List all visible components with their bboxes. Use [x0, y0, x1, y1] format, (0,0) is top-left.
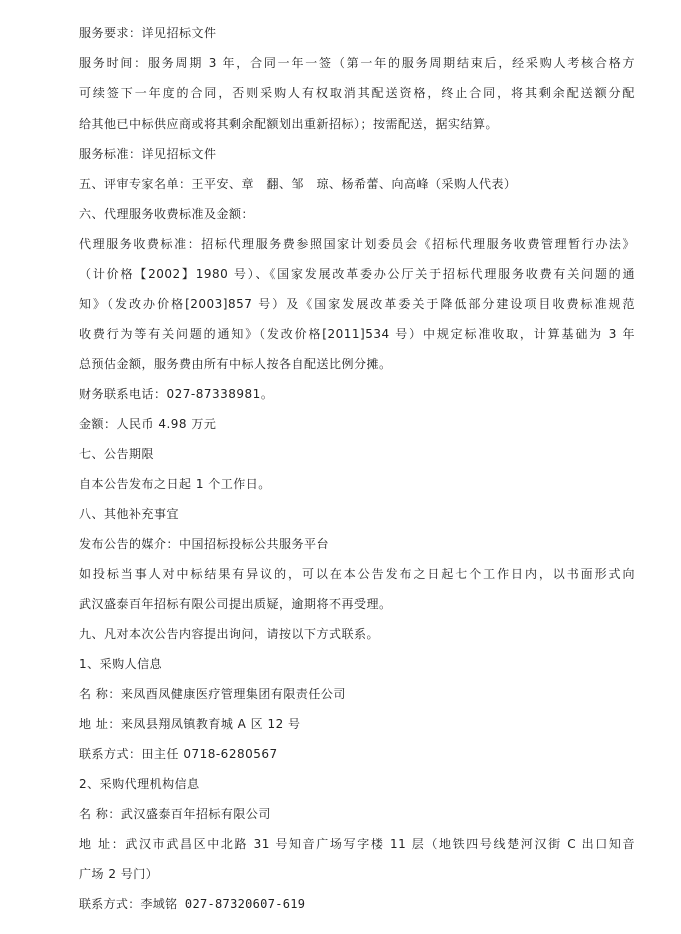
purchaser-address: 地 址：来凤县翔凤镇教育城 A 区 12 号 [79, 717, 301, 731]
agency-fee-heading: 六、代理服务收费标准及金额： [79, 207, 255, 221]
other-matters-heading: 八、其他补充事宜 [79, 507, 180, 521]
notice-period-text: 自本公告发布之日起 1 个工作日。 [79, 477, 271, 491]
publication-media: 发布公告的媒介：中国招标投标公共服务平台 [79, 537, 330, 551]
contact-heading: 九、凡对本次公告内容提出询问，请按以下方式联系。 [79, 627, 380, 641]
service-time-line-3: 给其他已中标供应商或将其剩余配额划出重新招标）；按需配送，据实结算。 [79, 117, 499, 131]
service-time-line-1: 服务时间：服务周期 3 年，合同一年一签（第一年的服务周期结束后，经采购人考核合格方 [79, 56, 635, 70]
agency-address-line-1: 地 址：武汉市武昌区中北路 31 号知音广场写字楼 11 层（地铁四号线楚河汉街 C 出口知音 [79, 837, 635, 851]
notice-period-heading: 七、公告期限 [79, 447, 155, 461]
agency-fee-para-line-3: 知》（发改办价格[2003]857 号）及《国家发展改革委关于降低部分建设项目收费标准规范 [79, 297, 635, 311]
service-requirements: 服务要求：详见招标文件 [79, 26, 217, 40]
objection-line-1: 如投标当事人对中标结果有异议的，可以在本公告发布之日起七个工作日内，以书面形式向 [79, 567, 635, 581]
service-standard: 服务标准：详见招标文件 [79, 147, 217, 161]
purchaser-contact: 联系方式：田主任 0718-6280567 [79, 747, 278, 761]
purchaser-info-title: 1、采购人信息 [79, 657, 163, 671]
agency-address-line-2: 广场 2 号门） [79, 867, 159, 881]
agency-fee-para-line-4: 收费行为等有关问题的通知》（发改价格[2011]534 号）中规定标准收取，计算基础为 3 年 [79, 327, 635, 341]
agency-contact: 联系方式：李域铭 027-87320607-619 [79, 897, 306, 911]
fee-amount: 金额：人民币 4.98 万元 [79, 417, 217, 431]
agency-fee-para-line-1: 代理服务收费标准：招标代理服务费参照国家计划委员会《招标代理服务收费管理暂行办法》 [79, 237, 635, 251]
agency-name: 名 称：武汉盛泰百年招标有限公司 [79, 807, 271, 821]
service-time-line-2: 可续签下一年度的合同，否则采购人有权取消其配送资格，终止合同，将其剩余配送额分配 [79, 86, 635, 100]
objection-line-2: 武汉盛泰百年招标有限公司提出质疑，逾期将不再受理。 [79, 597, 392, 611]
review-experts-heading: 五、评审专家名单：王平安、章 翻、邹 琼、杨希蕾、向高峰（采购人代表） [79, 177, 517, 191]
purchaser-name: 名 称：来凤酉凤健康医疗管理集团有限责任公司 [79, 687, 346, 701]
agency-fee-para-line-2: （计价格【2002】1980 号）、《国家发展改革委办公厅关于招标代理服务收费有关问题的通 [79, 267, 635, 281]
agency-fee-para-line-5: 总预估金额，服务费由所有中标人按各自配送比例分摊。 [79, 357, 392, 371]
agency-info-title: 2、采购代理机构信息 [79, 777, 200, 791]
finance-phone: 财务联系电话：027-87338981。 [79, 387, 274, 401]
